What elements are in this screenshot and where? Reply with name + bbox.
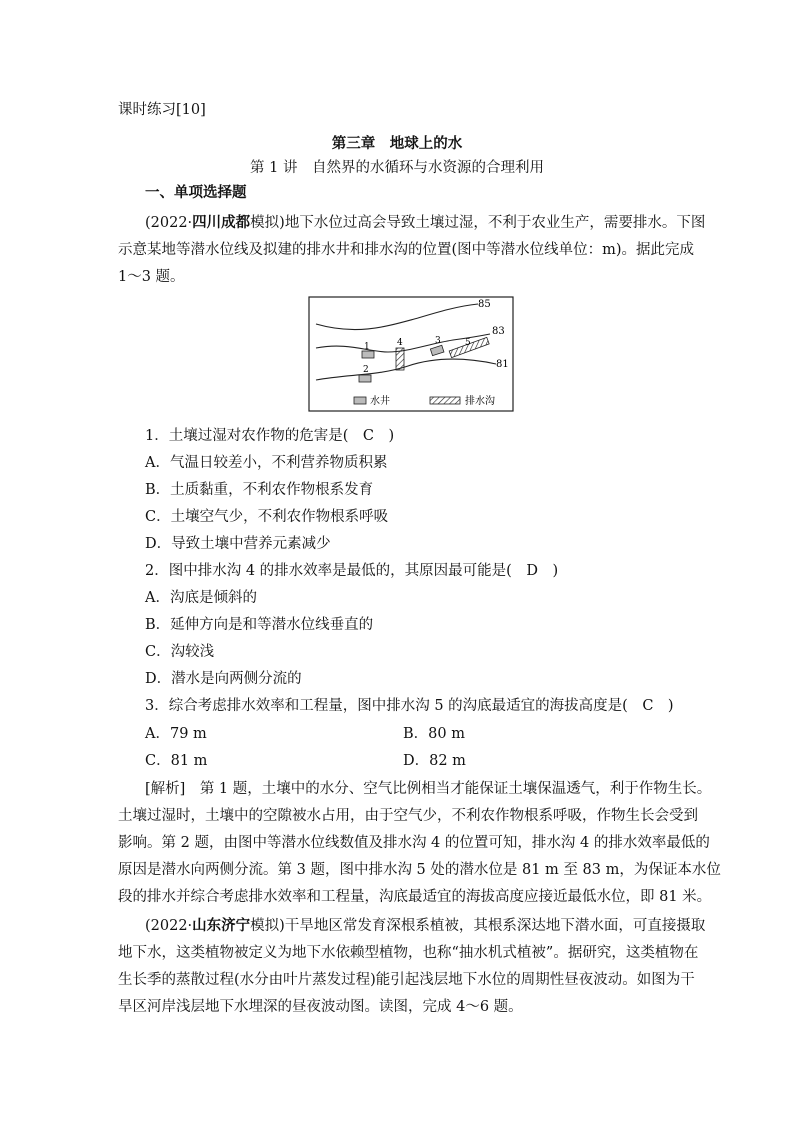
question-3-option-a: A．79 m	[145, 726, 207, 742]
question-1-option-d: D．导致土壤中营养元素减少	[145, 536, 331, 552]
legend-well-icon	[354, 397, 366, 404]
legend-ditch-label: 排水沟	[465, 396, 495, 407]
contour-figure	[308, 296, 514, 412]
ditch-4-icon	[396, 348, 404, 370]
intro-line: 地下水位过高会导致土壤过湿，不利于农业生产，需要排水。下图	[284, 215, 706, 231]
analysis-line: 段的排水并综合考虑排水效率和工程量，沟底最适宜的海拔高度应接近最低水位，即 81 米。	[118, 889, 712, 905]
question-3-option-b: B．80 m	[403, 726, 465, 742]
intro-line: 1～3 题。	[118, 269, 185, 285]
analysis-line: 原因是潜水向两侧分流。第 3 题，图中排水沟 5 处的潜水位是 81 m 至 83 m，为保证本水位	[118, 862, 721, 878]
contour-label-81: 81	[496, 359, 509, 370]
question-1-option-b: B．土质黏重，不利农作物根系发育	[145, 482, 374, 498]
analysis-line: 影响。第 2 题，由图中等潜水位线数值及排水沟 4 的位置可知，排水沟 4 的排水效率最低的	[118, 835, 710, 851]
question-2-stem: 2．图中排水沟 4 的排水效率是最低的，其原因最可能是( D )	[145, 563, 559, 579]
source-place: 四川成都	[192, 214, 251, 231]
question-2-option-b: B．延伸方向是和等潜水位线垂直的	[145, 617, 374, 633]
source-prefix: (2022·	[145, 215, 193, 231]
question-1-option-a: A．气温日较差小，不利营养物质积累	[145, 455, 388, 471]
point-label-5: 5	[465, 338, 471, 348]
point-label-4: 4	[397, 338, 403, 348]
source-place: 山东济宁	[192, 917, 251, 934]
question-2-option-a: A．沟底是倾斜的	[145, 590, 257, 606]
intro-line: 干旱地区常发育深根系植被，其根系深达地下潜水面，可直接摄取	[284, 918, 706, 934]
chapter-title: 第三章 地球上的水	[331, 135, 463, 152]
section-title: 一、单项选择题	[145, 184, 247, 201]
intro-line: 旱区河岸浅层地下水埋深的昼夜波动图。读图，完成 4～6 题。	[118, 999, 523, 1015]
question-3-option-c: C．81 m	[145, 753, 208, 769]
well-2-icon	[359, 375, 371, 382]
intro-line: 地下水，这类植物被定义为地下水依赖型植物，也称“抽水机式植被”。据研究，这类植物在	[118, 945, 699, 961]
source-suffix: 模拟)	[250, 918, 285, 934]
contour-label-85: 85	[478, 299, 491, 310]
question-3-option-d: D．82 m	[403, 753, 466, 769]
point-label-3: 3	[435, 336, 441, 346]
question-1-option-c: C．土壤空气少，不利农作物根系呼吸	[145, 509, 389, 525]
intro-paragraph-2	[118, 912, 706, 1021]
question-2-option-d: D．潜水是向两侧分流的	[145, 671, 302, 687]
analysis-paragraph	[118, 776, 721, 911]
analysis-line: [解析] 第 1 题，土壤中的水分、空气比例相当才能保证土壤保温透气，利于作物生长。	[145, 781, 712, 797]
contour-label-83: 83	[492, 326, 505, 337]
practice-label: 课时练习[10]	[118, 102, 206, 118]
figure-frame	[309, 297, 513, 411]
point-label-2: 2	[363, 365, 369, 375]
intro-paragraph-1	[118, 209, 706, 291]
question-1-stem: 1．土壤过湿对农作物的危害是( C )	[145, 428, 395, 444]
analysis-line: 土壤过湿时，土壤中的空隙被水占用，由于空气少，不利农作物根系呼吸，作物生长会受到	[118, 808, 698, 824]
question-2-option-c: C．沟较浅	[145, 644, 215, 660]
legend-ditch-icon	[430, 397, 460, 404]
question-3-stem: 3．综合考虑排水效率和工程量，图中排水沟 5 的沟底最适宜的海拔高度是( C )	[145, 698, 674, 714]
well-1-icon	[362, 351, 374, 358]
source-prefix: (2022·	[145, 918, 193, 934]
intro-line: 示意某地等潜水位线及拟建的排水井和排水沟的位置(图中等潜水位线单位：m)。据此完成	[118, 242, 695, 258]
source-suffix: 模拟)	[250, 215, 285, 231]
point-label-1: 1	[364, 342, 370, 352]
lesson-title: 第 1 讲 自然界的水循环与水资源的合理利用	[250, 160, 544, 176]
legend-well-label: 水井	[370, 396, 390, 407]
intro-line: 生长季的蒸散过程(水分由叶片蒸发过程)能引起浅层地下水位的周期性昼夜波动。如图为干	[118, 972, 695, 988]
